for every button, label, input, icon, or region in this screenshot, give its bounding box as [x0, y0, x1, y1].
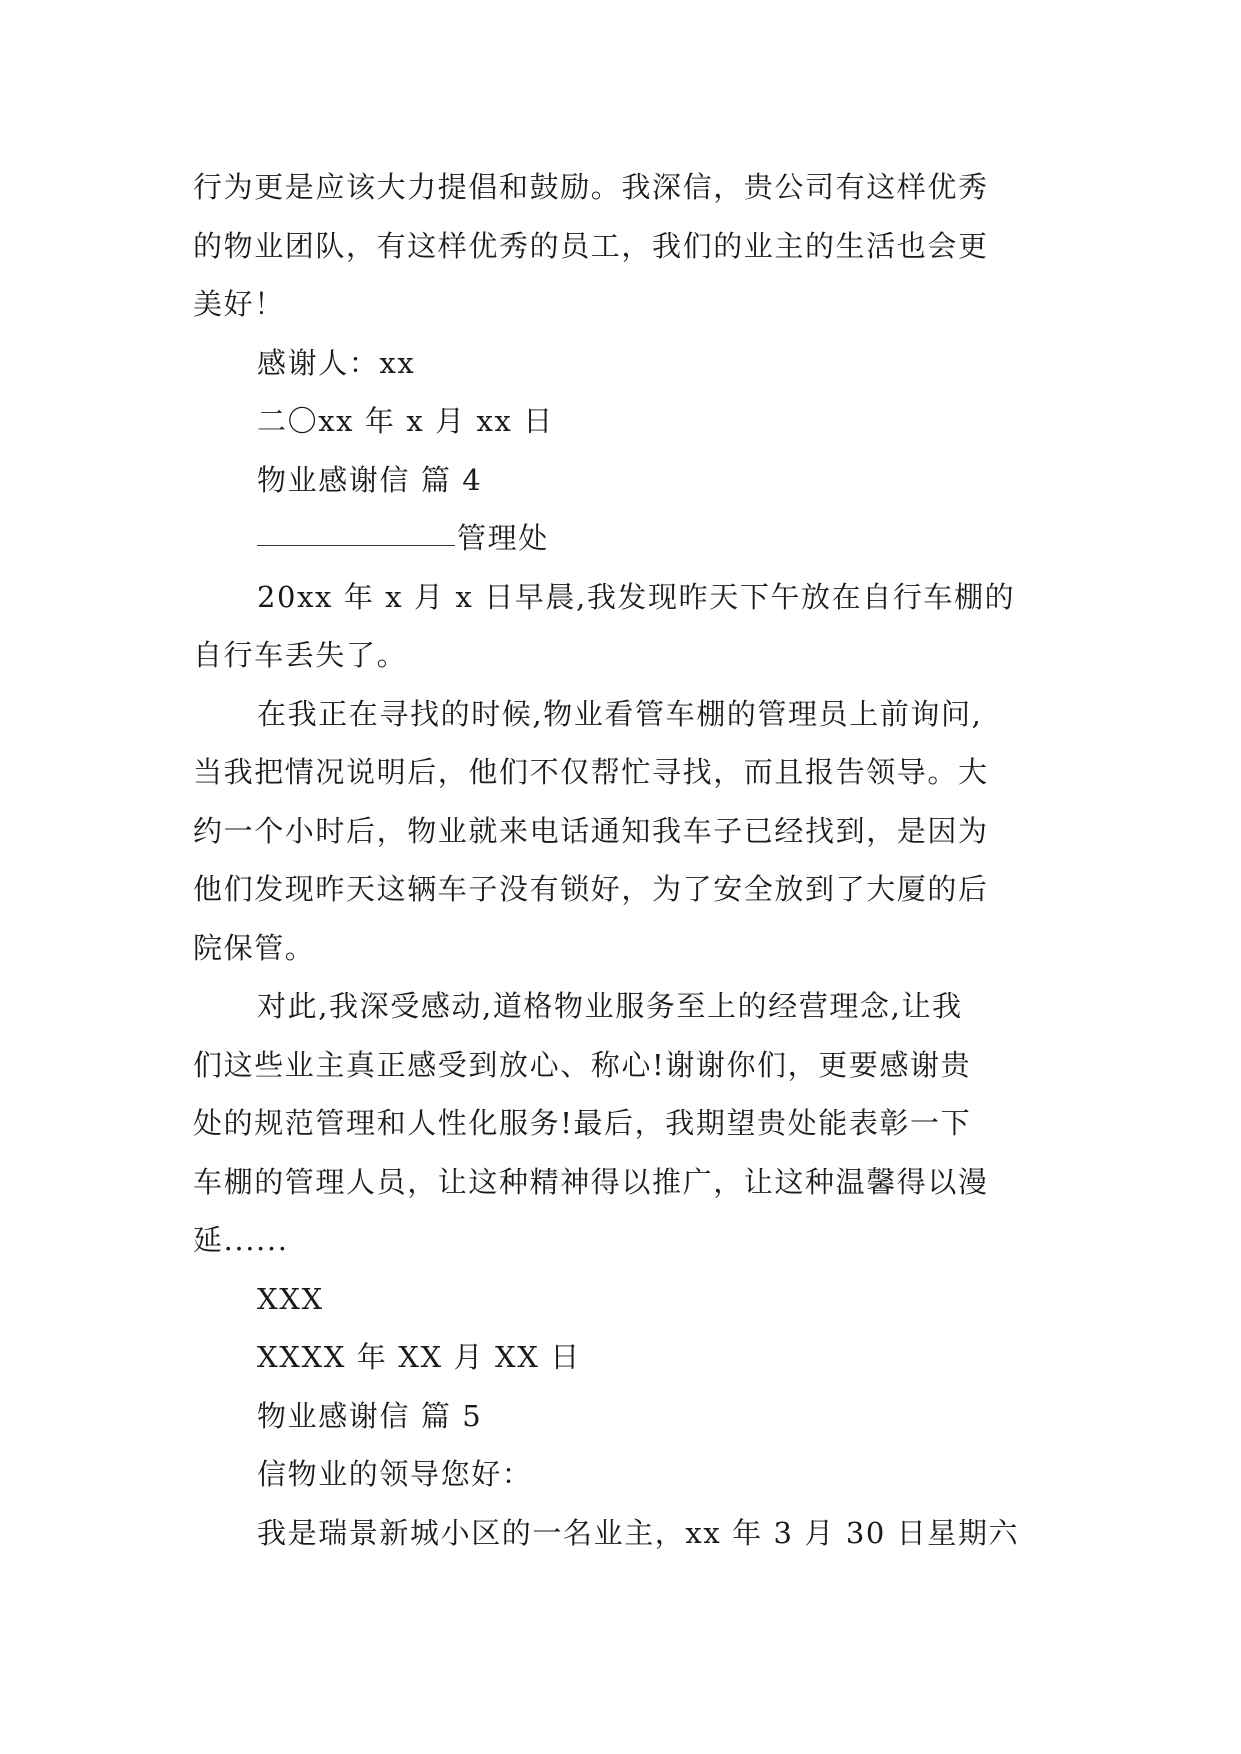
signature-name: 感谢人：xx — [257, 345, 416, 380]
signature-date: XXXX 年 XX 月 XX 日 — [257, 1340, 581, 1374]
paragraph-line: 当我把情况说明后，他们不仅帮忙寻找，而且报告领导。大 — [193, 755, 989, 789]
blank-underline — [257, 543, 455, 546]
paragraph-line: 我是瑞景新城小区的一名业主，xx 年 3 月 30 日星期六 — [257, 1515, 1020, 1550]
paragraph-line: 对此,我深受感动,道格物业服务至上的经营理念,让我 — [257, 989, 963, 1023]
paragraph-line: 美好！ — [193, 287, 285, 321]
paragraph-line: 20xx 年 x 月 x 日早晨,我发现昨天下午放在自行车棚的 — [257, 579, 1016, 614]
document-body — [193, 158, 1061, 1562]
paragraph-line: 们这些业主真正感受到放心、称心!谢谢你们，更要感谢贵 — [193, 1047, 972, 1082]
paragraph-line: 行为更是应该大力提倡和鼓励。我深信，贵公司有这样优秀 — [193, 170, 989, 204]
salutation-line — [193, 509, 1061, 568]
signature-date: 二〇xx 年 x 月 xx 日 — [257, 404, 554, 438]
paragraph-line: 在我正在寻找的时候,物业看管车棚的管理员上前询问, — [257, 696, 983, 731]
paragraph-line: 院保管。 — [193, 930, 316, 965]
signature-name: XXX — [257, 1281, 324, 1316]
paragraph-line: 延...... — [193, 1223, 289, 1257]
salutation-line: 信物业的领导您好： — [257, 1457, 533, 1491]
paragraph-line: 车棚的管理人员，让这种精神得以推广，让这种温馨得以漫 — [193, 1164, 989, 1199]
paragraph-line: 他们发现昨天这辆车子没有锁好，为了安全放到了大厦的后 — [193, 872, 989, 906]
section-heading: 物业感谢信 篇 5 — [257, 1398, 483, 1433]
paragraph-line: 处的规范管理和人性化服务!最后，我期望贵处能表彰一下 — [193, 1106, 972, 1140]
salutation-text: 管理处 — [457, 521, 549, 555]
section-heading: 物业感谢信 篇 4 — [257, 462, 483, 497]
paragraph-line: 约一个小时后，物业就来电话通知我车子已经找到，是因为 — [193, 813, 989, 848]
paragraph-line: 的物业团队，有这样优秀的员工，我们的业主的生活也会更 — [193, 228, 989, 263]
paragraph-line: 自行车丢失了。 — [193, 638, 408, 672]
